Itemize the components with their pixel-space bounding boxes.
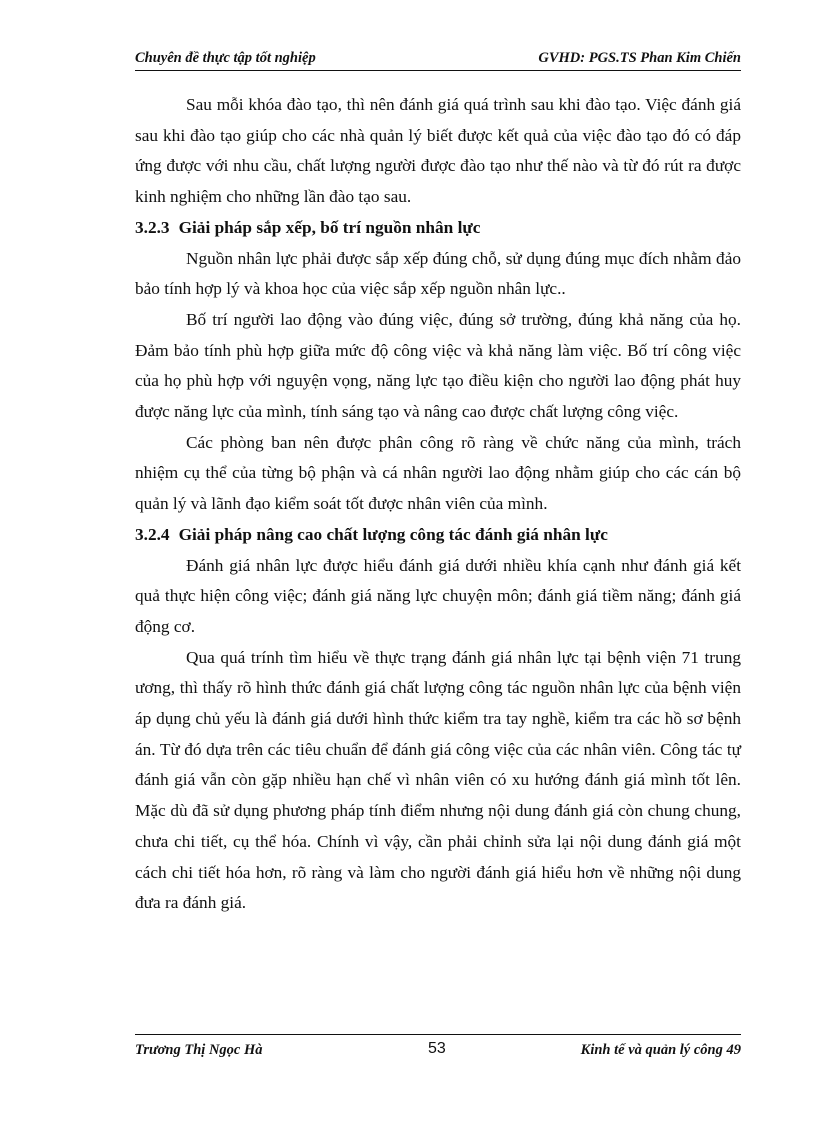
footer-class: Kinh tế và quản lý công 49 [580, 1042, 741, 1058]
paragraph-evaluation-aspects: Đánh giá nhân lực được hiểu đánh giá dưới nhiều khía cạnh như đánh giá kết quả thực hiện công việc; đánh giá năng lực chuyện môn; đánh giá tiềm năng; đánh giá động cơ. [135, 555, 741, 636]
page-footer [135, 1034, 741, 1065]
footer-author: Trương Thị Ngọc Hà [135, 1042, 263, 1058]
paragraph-assignment: Bố trí người lao động vào đúng việc, đúng sở trường, đúng khả năng của họ. Đảm bảo tính phù hợp giữa mức độ công việc và khả năng làm việc. Bố trí công việc của họ phù hợp với nguyện vọng, năng lực tạo điều kiện cho người lao động phát huy được năng lực của mình, tính sáng tạo và nâng cao được chất lượng công việc. [135, 309, 741, 422]
paragraph-hospital-evaluation: Qua quá trính tìm hiểu về thực trạng đánh giá nhân lực tại bệnh viện 71 trung ương, thì thấy rõ hình thức đánh giá chất lượng công tác nguồn nhân lực của bệnh viện áp dụng chủ yếu là đánh giá dưới hình thức kiểm tra tay nghề, kiểm tra các hồ sơ bệnh án. Từ đó dựa trên các tiêu chuẩn để đánh giá công việc của các nhân viên. Công tác tự đánh giá vẫn còn gặp nhiều hạn chế vì nhân viên có xu hướng đánh giá mình tốt lên. Mặc dù đã sử dụng phương pháp tính điểm nhưng nội dung đánh giá còn chung chung, chưa chi tiết, cụ thể hóa. Chính vì vậy, cần phải chỉnh sửa lại nội dung đánh giá một cách chi tiết hóa hơn, rõ ràng và làm cho người đánh giá hiểu hơn về những nội dung đưa ra đánh giá. [135, 647, 741, 913]
header-supervisor: GVHD: PGS.TS Phan Kim Chiến [538, 50, 741, 66]
section-number: 3.2.3 [135, 217, 170, 237]
section-heading-3-2-4 [135, 520, 741, 551]
section-title: Giải pháp nâng cao chất lượng công tác đánh giá nhân lực [178, 524, 608, 544]
page-number: 53 [428, 1040, 446, 1057]
paragraph-training-evaluation: Sau mỗi khóa đào tạo, thì nên đánh giá quá trình sau khi đào tạo. Việc đánh giá sau khi đào tạo giúp cho các nhà quản lý biết được kết quả của việc đào tạo đó có đáp ứng được với nhu cầu, chất lượng người được đào tạo như thế nào và từ đó rút ra được kinh nghiệm cho những lần đào tạo sau. [135, 95, 741, 207]
paragraph-departments: Các phòng ban nên được phân công rõ ràng về chức năng của mình, trách nhiệm cụ thể của từng bộ phận và cá nhân người lao động nhằm giúp cho các cán bộ quản lý và lãnh đạo kiểm soát tốt được nhân viên của mình. [135, 432, 741, 514]
page-body [135, 90, 741, 919]
page-header [135, 48, 741, 71]
header-report-title: Chuyên đề thực tập tốt nghiệp [135, 50, 316, 66]
section-title: Giải pháp sắp xếp, bố trí nguồn nhân lực [178, 217, 481, 237]
section-number: 3.2.4 [135, 524, 170, 544]
section-heading-3-2-3 [135, 213, 741, 244]
paragraph-arrangement: Nguồn nhân lực phải được sắp xếp đúng chỗ, sử dụng đúng mục đích nhằm đảo bảo tính hợp lý và khoa học của việc sắp xếp nguồn nhân lực.. [135, 248, 741, 299]
